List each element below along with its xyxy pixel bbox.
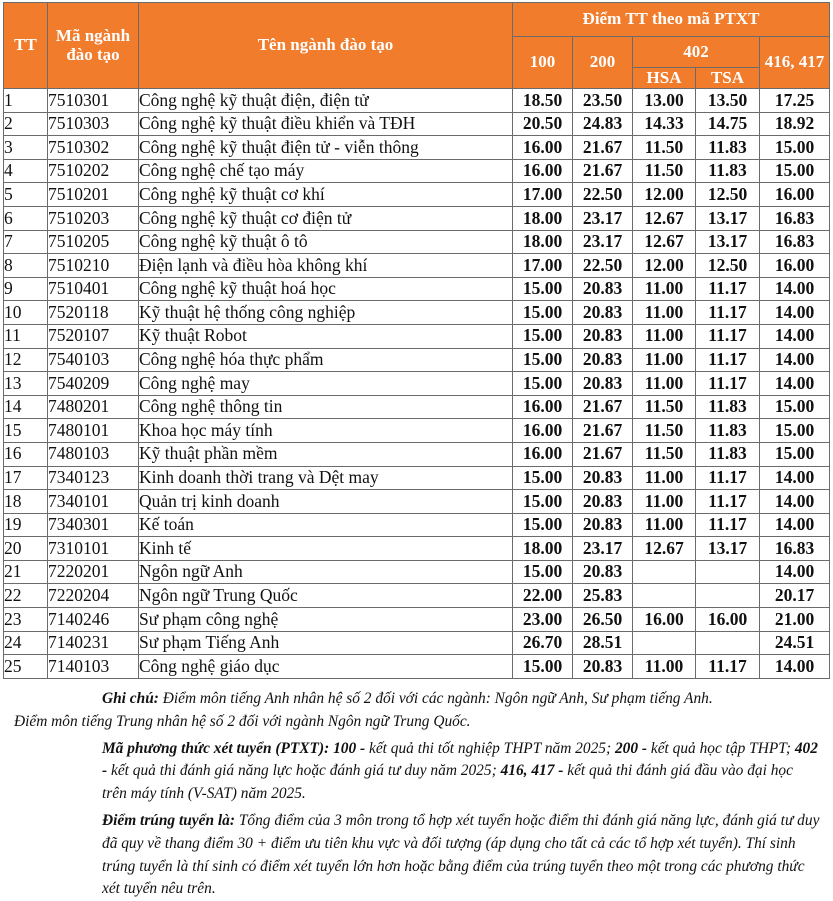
cell-score-200: 23.17 [573,206,633,230]
cell-score-416-417: 24.51 [760,631,830,655]
cell-score-hsa: 16.00 [633,608,696,632]
table-body [4,89,830,679]
cell-score-hsa: 12.67 [633,537,696,561]
cell-score-hsa [633,631,696,655]
cell-score-hsa: 14.33 [633,112,696,136]
cell-score-100: 26.70 [513,631,573,655]
cell-tt: 12 [4,348,48,372]
cell-score-416-417: 14.00 [760,372,830,396]
cell-score-hsa: 11.50 [633,136,696,160]
cell-tt: 19 [4,513,48,537]
cell-score-200: 24.83 [573,112,633,136]
cell-score-tsa: 14.75 [696,112,760,136]
cell-code: 7340301 [48,513,139,537]
cell-tt: 22 [4,584,48,608]
cell-tt: 17 [4,466,48,490]
cell-score-416-417: 15.00 [760,442,830,466]
cell-tt: 4 [4,159,48,183]
cell-score-416-417: 16.00 [760,254,830,278]
cell-score-100: 16.00 [513,442,573,466]
cell-score-416-417: 18.92 [760,112,830,136]
cell-name: Công nghệ kỹ thuật cơ khí [139,183,513,207]
cell-score-200: 20.83 [573,490,633,514]
cell-score-100: 15.00 [513,324,573,348]
cell-tt: 15 [4,419,48,443]
cell-code: 7510203 [48,206,139,230]
table-row [4,490,830,514]
cell-score-416-417: 16.83 [760,537,830,561]
cell-score-100: 16.00 [513,395,573,419]
cell-tt: 20 [4,537,48,561]
cell-code: 7310101 [48,537,139,561]
cell-score-200: 20.83 [573,560,633,584]
cell-score-tsa: 13.17 [696,206,760,230]
cell-score-416-417: 14.00 [760,513,830,537]
cell-score-100: 15.00 [513,372,573,396]
cell-name: Công nghệ kỹ thuật điều khiển và TĐH [139,112,513,136]
cell-score-416-417: 20.17 [760,584,830,608]
cell-name: Công nghệ kỹ thuật hoá học [139,277,513,301]
cell-name: Kỹ thuật hệ thống công nghiệp [139,301,513,325]
cell-score-hsa: 12.67 [633,206,696,230]
cell-tt: 18 [4,490,48,514]
method-code-100: 100 - [333,739,366,757]
table-row [4,584,830,608]
method-codes-label: Mã phương thức xét tuyển (PTXT): [102,739,330,757]
cell-score-hsa: 12.67 [633,230,696,254]
cell-score-hsa: 11.50 [633,419,696,443]
cell-tt: 25 [4,655,48,679]
cell-score-200: 23.17 [573,537,633,561]
cell-name: Sư phạm Tiếng Anh [139,631,513,655]
cell-score-tsa: 11.83 [696,442,760,466]
table-row [4,136,830,160]
note-chinese-weight: Điểm môn tiếng Trung nhân hệ số 2 đối với ngành Ngôn ngữ Trung Quốc. [14,712,471,730]
table-row [4,442,830,466]
cell-score-416-417: 16.83 [760,206,830,230]
cell-score-100: 23.00 [513,608,573,632]
cell-tt: 23 [4,608,48,632]
cell-score-100: 15.00 [513,277,573,301]
cell-score-tsa: 16.00 [696,608,760,632]
cell-score-tsa: 11.83 [696,419,760,443]
cell-score-416-417: 14.00 [760,324,830,348]
cell-code: 7510302 [48,136,139,160]
cell-score-200: 22.50 [573,183,633,207]
cell-name: Công nghệ giáo dục [139,655,513,679]
cell-score-100: 22.00 [513,584,573,608]
cell-score-200: 21.67 [573,136,633,160]
cell-score-416-417: 17.25 [760,89,830,113]
table-row [4,631,830,655]
cell-tt: 3 [4,136,48,160]
cell-score-hsa: 11.00 [633,324,696,348]
cell-name: Kế toán [139,513,513,537]
cell-score-200: 23.17 [573,230,633,254]
method-desc-100: kết quả thi tốt nghiệp THPT năm 2025; [368,739,612,757]
cell-score-tsa: 11.83 [696,136,760,160]
cell-code: 7340101 [48,490,139,514]
cell-code: 7140246 [48,608,139,632]
cell-score-200: 23.50 [573,89,633,113]
cell-name: Công nghệ hóa thực phẩm [139,348,513,372]
cell-name: Kinh doanh thời trang và Dệt may [139,466,513,490]
cell-name: Ngôn ngữ Anh [139,560,513,584]
cell-score-hsa: 11.00 [633,466,696,490]
col-header-tsa: TSA [696,68,760,89]
table-row [4,301,830,325]
table-row [4,324,830,348]
col-header-group: Điểm TT theo mã PTXT [513,3,830,37]
method-desc-200: kết quả học tập THPT; [650,739,791,757]
notes-section [14,688,820,901]
cell-score-100: 16.00 [513,136,573,160]
col-header-hsa: HSA [633,68,696,89]
cell-score-200: 20.83 [573,466,633,490]
cell-score-100: 18.50 [513,89,573,113]
table-row [4,112,830,136]
cell-score-hsa: 11.00 [633,655,696,679]
cell-score-tsa: 12.50 [696,183,760,207]
cell-score-100: 17.00 [513,254,573,278]
table-row [4,206,830,230]
cell-score-100: 15.00 [513,513,573,537]
cell-score-200: 20.83 [573,301,633,325]
cell-score-hsa: 11.00 [633,513,696,537]
cell-score-hsa: 11.50 [633,395,696,419]
cell-score-hsa [633,584,696,608]
table-row [4,348,830,372]
cell-score-100: 18.00 [513,230,573,254]
cell-code: 7510201 [48,183,139,207]
cell-score-416-417: 16.00 [760,183,830,207]
table-row [4,372,830,396]
cell-score-200: 21.67 [573,442,633,466]
cell-tt: 9 [4,277,48,301]
cell-code: 7480101 [48,419,139,443]
method-desc-416-417: kết quả thi đánh giá đầu vào đại học trên máy tính (V-SAT) năm 2025. [102,762,793,803]
cell-score-200: 21.67 [573,419,633,443]
cell-code: 7220204 [48,584,139,608]
cell-score-416-417: 15.00 [760,395,830,419]
cell-score-tsa: 13.17 [696,537,760,561]
cell-score-200: 20.83 [573,513,633,537]
cell-name: Ngôn ngữ Trung Quốc [139,584,513,608]
cell-tt: 2 [4,112,48,136]
cell-tt: 6 [4,206,48,230]
cell-tt: 11 [4,324,48,348]
cell-score-tsa: 11.17 [696,348,760,372]
cell-score-416-417: 14.00 [760,560,830,584]
cell-code: 7340123 [48,466,139,490]
cell-name: Công nghệ kỹ thuật cơ điện tử [139,206,513,230]
method-code-402: 402 - [102,739,818,780]
cell-tt: 8 [4,254,48,278]
cell-name: Công nghệ kỹ thuật điện tử - viễn thông [139,136,513,160]
cell-score-hsa: 12.00 [633,254,696,278]
cell-name: Quản trị kinh doanh [139,490,513,514]
cell-score-100: 15.00 [513,348,573,372]
cell-score-416-417: 16.83 [760,230,830,254]
cell-code: 7510401 [48,277,139,301]
admission-score-label: Điểm trúng tuyển là: [102,811,235,829]
table-row [4,419,830,443]
cell-name: Công nghệ thông tin [139,395,513,419]
table-row [4,513,830,537]
cell-score-hsa: 11.00 [633,348,696,372]
cell-score-100: 20.50 [513,112,573,136]
cell-score-416-417: 14.00 [760,277,830,301]
cell-score-100: 15.00 [513,655,573,679]
cell-score-hsa: 12.00 [633,183,696,207]
cell-code: 7540103 [48,348,139,372]
cell-score-100: 15.00 [513,490,573,514]
table-row [4,277,830,301]
table-row [4,230,830,254]
cell-score-hsa [633,560,696,584]
table-row [4,395,830,419]
cell-score-tsa: 11.83 [696,395,760,419]
cell-score-416-417: 15.00 [760,419,830,443]
cell-name: Khoa học máy tính [139,419,513,443]
cell-code: 7510202 [48,159,139,183]
cell-tt: 14 [4,395,48,419]
cell-score-200: 21.67 [573,159,633,183]
cell-score-416-417: 14.00 [760,490,830,514]
cell-score-200: 22.50 [573,254,633,278]
table-row [4,560,830,584]
cell-score-tsa: 11.83 [696,159,760,183]
cell-code: 7480103 [48,442,139,466]
method-code-200: 200 - [614,739,648,757]
table-header [4,3,830,89]
cell-score-200: 26.50 [573,608,633,632]
table-row [4,159,830,183]
cell-tt: 5 [4,183,48,207]
cell-score-hsa: 11.00 [633,372,696,396]
table-row [4,466,830,490]
method-desc-402: kết quả thi đánh giá năng lực hoặc đánh giá tư duy năm 2025; [111,762,497,780]
cell-score-100: 15.00 [513,560,573,584]
table-row [4,89,830,113]
cell-score-200: 20.83 [573,277,633,301]
cell-name: Điện lạnh và điều hòa không khí [139,254,513,278]
cell-code: 7540209 [48,372,139,396]
cell-score-tsa: 11.17 [696,490,760,514]
table-row [4,655,830,679]
cell-score-tsa: 12.50 [696,254,760,278]
cell-score-tsa: 11.17 [696,513,760,537]
cell-name: Công nghệ kỹ thuật ô tô [139,230,513,254]
col-header-200: 200 [573,37,633,89]
cell-score-100: 18.00 [513,537,573,561]
cell-score-100: 16.00 [513,159,573,183]
cell-score-200: 20.83 [573,655,633,679]
cell-score-416-417: 15.00 [760,136,830,160]
cell-name: Kỹ thuật Robot [139,324,513,348]
table-row [4,608,830,632]
cell-score-tsa [696,560,760,584]
cell-score-100: 15.00 [513,301,573,325]
cell-score-416-417: 14.00 [760,655,830,679]
cell-name: Công nghệ kỹ thuật điện, điện tử [139,89,513,113]
cell-score-tsa: 13.50 [696,89,760,113]
cell-score-200: 21.67 [573,395,633,419]
col-header-416-417: 416, 417 [760,37,830,89]
cell-score-hsa: 11.00 [633,277,696,301]
table-row [4,254,830,278]
cell-score-416-417: 14.00 [760,348,830,372]
cell-score-tsa: 11.17 [696,466,760,490]
admission-score-text: Tổng điểm của 3 môn trong tổ hợp xét tuyển hoặc điểm thi đánh giá năng lực, đánh giá tư duy đã quy về thang điểm 30 + điểm ưu tiên khu vực và đối tượng (áp dụng cho tất cả các tổ hợp xét tuyển). Thí sinh trúng tuyển là thí sinh có điểm xét tuyển lớn hơn hoặc bằng điểm của trúng tuyển theo một trong các phương thức xét tuyển nêu trên. [102,811,820,898]
table-row [4,183,830,207]
cell-score-hsa: 11.50 [633,159,696,183]
cell-score-100: 18.00 [513,206,573,230]
col-header-402: 402 [633,37,760,68]
cell-code: 7510205 [48,230,139,254]
cell-score-200: 20.83 [573,372,633,396]
cell-name: Sư phạm công nghệ [139,608,513,632]
cell-code: 7510303 [48,112,139,136]
col-header-100: 100 [513,37,573,89]
cell-score-tsa: 11.17 [696,277,760,301]
cell-score-tsa: 11.17 [696,301,760,325]
cell-tt: 24 [4,631,48,655]
cell-score-416-417: 14.00 [760,466,830,490]
cell-tt: 1 [4,89,48,113]
cell-code: 7480201 [48,395,139,419]
note-english-weight [14,688,820,711]
cell-tt: 10 [4,301,48,325]
admission-score-table [3,2,830,679]
cell-code: 7510301 [48,89,139,113]
note-label: Ghi chú: [102,690,159,707]
cell-score-100: 17.00 [513,183,573,207]
col-header-tt: TT [4,3,48,89]
cell-score-100: 16.00 [513,419,573,443]
note-method-codes [14,738,820,806]
cell-code: 7510210 [48,254,139,278]
cell-code: 7140231 [48,631,139,655]
cell-score-100: 15.00 [513,466,573,490]
cell-score-416-417: 14.00 [760,301,830,325]
cell-name: Công nghệ may [139,372,513,396]
cell-code: 7520118 [48,301,139,325]
cell-name: Kinh tế [139,537,513,561]
cell-score-tsa: 11.17 [696,655,760,679]
cell-tt: 21 [4,560,48,584]
cell-score-416-417: 15.00 [760,159,830,183]
cell-tt: 13 [4,372,48,396]
cell-score-tsa [696,584,760,608]
cell-score-200: 28.51 [573,631,633,655]
cell-score-hsa: 13.00 [633,89,696,113]
cell-code: 7140103 [48,655,139,679]
cell-tt: 7 [4,230,48,254]
cell-score-hsa: 11.50 [633,442,696,466]
note-text: Điểm môn tiếng Anh nhân hệ số 2 đối với các ngành: Ngôn ngữ Anh, Sư phạm tiếng Anh. [162,690,713,707]
cell-name: Công nghệ chế tạo máy [139,159,513,183]
col-header-name: Tên ngành đào tạo [139,3,513,89]
method-code-416-417: 416, 417 - [500,762,564,780]
col-header-code: Mã ngành đào tạo [48,3,139,89]
cell-score-200: 20.83 [573,348,633,372]
cell-score-200: 20.83 [573,324,633,348]
cell-score-200: 25.83 [573,584,633,608]
cell-score-tsa: 13.17 [696,230,760,254]
cell-code: 7520107 [48,324,139,348]
cell-score-hsa: 11.00 [633,490,696,514]
cell-score-tsa [696,631,760,655]
cell-score-416-417: 21.00 [760,608,830,632]
cell-code: 7220201 [48,560,139,584]
cell-name: Kỹ thuật phần mềm [139,442,513,466]
cell-tt: 16 [4,442,48,466]
cell-score-hsa: 11.00 [633,301,696,325]
cell-score-tsa: 11.17 [696,324,760,348]
note-admission-score [14,810,820,901]
table-row [4,537,830,561]
cell-score-tsa: 11.17 [696,372,760,396]
